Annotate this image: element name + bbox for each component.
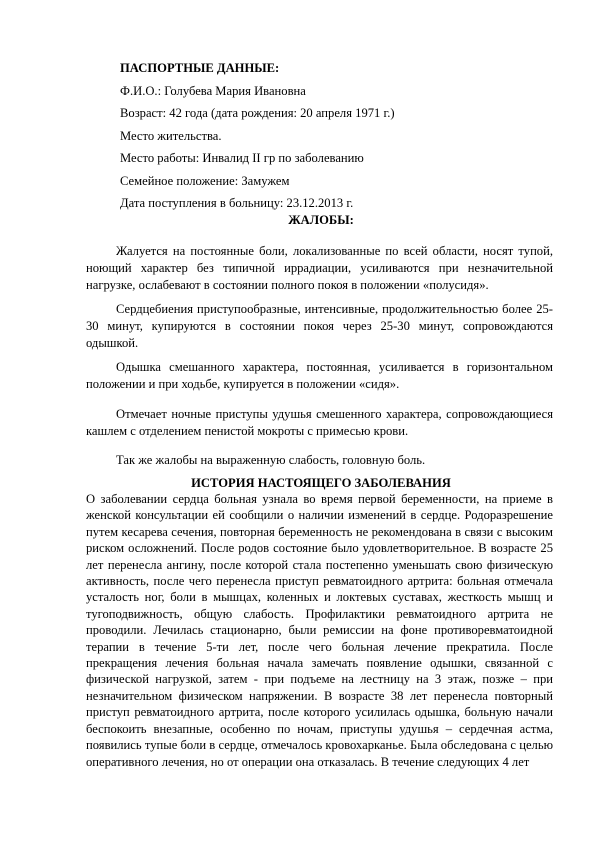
- history-heading: ИСТОРИЯ НАСТОЯЩЕГО ЗАБОЛЕВАНИЯ: [191, 476, 451, 490]
- patient-residence: Место жительства.: [120, 128, 222, 143]
- complaint-dyspnea: Одышка смешанного характера, постоянная, усиливается в горизонтальном положении и при ходьбе, купируется в положении «сидя».: [86, 360, 553, 392]
- complaint-weakness: Так же жалобы на выраженную слабость, головную боль.: [116, 453, 426, 467]
- complaint-paragraph: [86, 301, 553, 353]
- history-text: О заболевании сердца больная узнала во время первой беременности, на приеме в женской консультации ей сообщили о наличии изменений в сердце. Родоразрешение путем кесарева сечения, повторная беременность не рекомендована в связи с высоким риском осложнений. После родов состояние было удовлетворительное. В возрасте 25 лет перенесла ангину, после которой стала постепенно уменьшать свою физическую активность, после чего перенесла приступ ревматоидного артрита: больная отмечала усталость ног, боли в мышцах, коленных и локтевых суставах, жесткость мышц и тугоподвижность, общую слабость. Профилактики ревматоидного артрита не проводили. Лечилась стационарно, были ремиссии на фоне противоревматоидной терапии в течение 5-ти лет, после чего больная лечение прекратила. После прекращения лечения больная начала замечать появление одышки, связанной с физической нагрузкой, затем - при подъеме на лестницу на 3 этаж, позже – при незначительном физическом напряжении. В возрасте 38 лет перенесла повторный приступ ревматоидного артрита, после которого усилилась одышка, больную начали беспокоить внезапные, особенно по ночам, приступы удушья – сердечная астма, появились тупые боли в сердце, отмечалось кровохарканье. Была обследована с целью оперативного лечения, но от операции она отказалась. В течение следующих 4 лет: [86, 492, 553, 769]
- complaint-paragraph: [86, 243, 553, 295]
- admission-date: Дата поступления в больницу: 23.12.2013 г.: [120, 196, 354, 210]
- patient-name: Ф.И.О.: Голубева Мария Ивановна: [120, 83, 306, 98]
- patient-age: Возраст: 42 года (дата рождения: 20 апреля 1971 г.): [120, 106, 395, 120]
- complaints-heading: ЖАЛОБЫ:: [288, 213, 354, 227]
- complaint-paragraph: [86, 359, 553, 393]
- complaint-paragraph: [86, 406, 553, 440]
- complaint-pain: Жалуется на постоянные боли, локализованные по всей области, носят тупой, ноющий характер без типичной иррадиации, усиливаются при незначительной нагрузке, ослабевают в состоянии полного покоя в положении «полусидя».: [86, 244, 553, 293]
- passport-section: [120, 57, 560, 215]
- history-section: [86, 491, 553, 770]
- complaint-palpitations: Сердцебиения приступообразные, интенсивные, продолжительностью более 25-30 минут, купируются в состоянии покоя через 25-30 минут, сопровождаются одышкой.: [86, 302, 553, 351]
- complaint-night-attacks: Отмечает ночные приступы удушья смешенного характера, сопровождающиеся кашлем с отделением пенистой мокроты с примесью крови.: [86, 407, 553, 439]
- passport-heading: ПАСПОРТНЫЕ ДАННЫЕ:: [120, 61, 280, 75]
- patient-marital-status: Семейное положение: Замужем: [120, 173, 290, 188]
- patient-work: Место работы: Инвалид II гр по заболеванию: [120, 151, 364, 165]
- complaint-paragraph: [86, 452, 553, 469]
